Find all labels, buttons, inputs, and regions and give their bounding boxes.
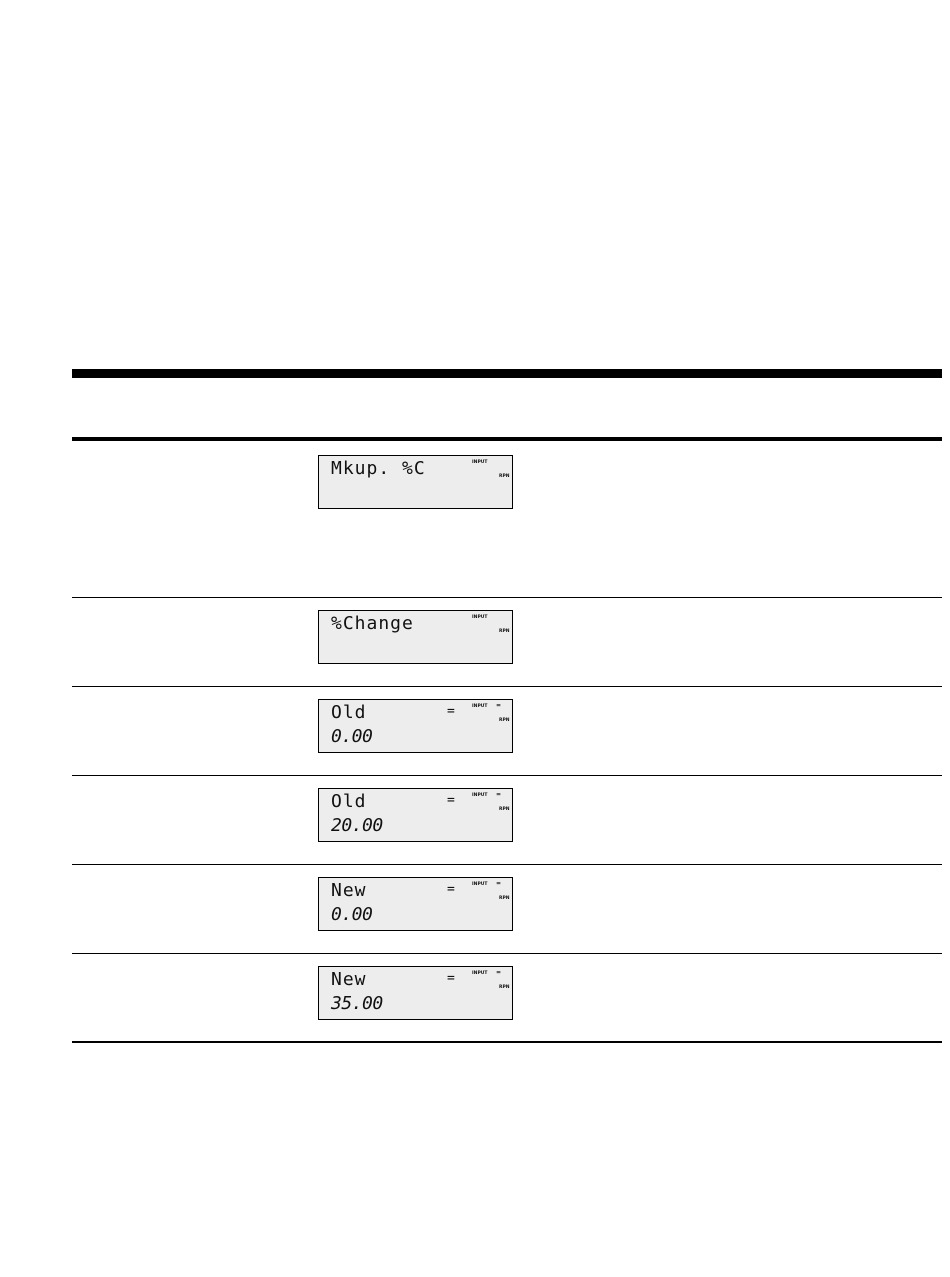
calculator-display-5 <box>318 877 513 931</box>
input-annunciator: INPUT <box>472 704 488 709</box>
rpn-annunciator: RPN <box>499 718 510 723</box>
rpn-annunciator: RPN <box>499 807 510 812</box>
input-annunciator: INPUT <box>472 615 488 620</box>
table-header-rule <box>72 437 942 441</box>
input-annunciator: INPUT <box>472 971 488 976</box>
display-value: 35.00 <box>331 993 383 1014</box>
rpn-annunciator: RPN <box>499 896 510 901</box>
display-line1: Old <box>331 791 367 812</box>
display-line1: New <box>331 969 367 990</box>
equals-annunciator: = <box>496 702 502 709</box>
row-divider <box>72 597 942 598</box>
rpn-annunciator: RPN <box>499 985 510 990</box>
calculator-display-6 <box>318 966 513 1020</box>
input-annunciator: INPUT <box>472 460 488 465</box>
display-value: 0.00 <box>331 904 373 925</box>
row-divider <box>72 775 942 776</box>
display-equals-sign: = <box>447 971 455 986</box>
display-equals-sign: = <box>447 793 455 808</box>
display-line1: Mkup. %C <box>331 458 426 479</box>
display-value: 0.00 <box>331 726 373 747</box>
rpn-annunciator: RPN <box>499 629 510 634</box>
equals-annunciator: = <box>496 969 502 976</box>
row-divider <box>72 686 942 687</box>
equals-annunciator: = <box>496 880 502 887</box>
input-annunciator: INPUT <box>472 882 488 887</box>
calculator-display-1 <box>318 455 513 509</box>
table-bottom-rule <box>72 1041 942 1043</box>
input-annunciator: INPUT <box>472 793 488 798</box>
display-line1: Old <box>331 702 367 723</box>
rpn-annunciator: RPN <box>499 474 510 479</box>
display-value: 20.00 <box>331 815 383 836</box>
display-line1: %Change <box>331 613 414 634</box>
calculator-display-2 <box>318 610 513 664</box>
calculator-display-3 <box>318 699 513 753</box>
calculator-display-4 <box>318 788 513 842</box>
equals-annunciator: = <box>496 791 502 798</box>
display-line1: New <box>331 880 367 901</box>
display-equals-sign: = <box>447 882 455 897</box>
row-divider <box>72 864 942 865</box>
table-top-rule <box>72 369 942 378</box>
display-equals-sign: = <box>447 704 455 719</box>
row-divider <box>72 953 942 954</box>
